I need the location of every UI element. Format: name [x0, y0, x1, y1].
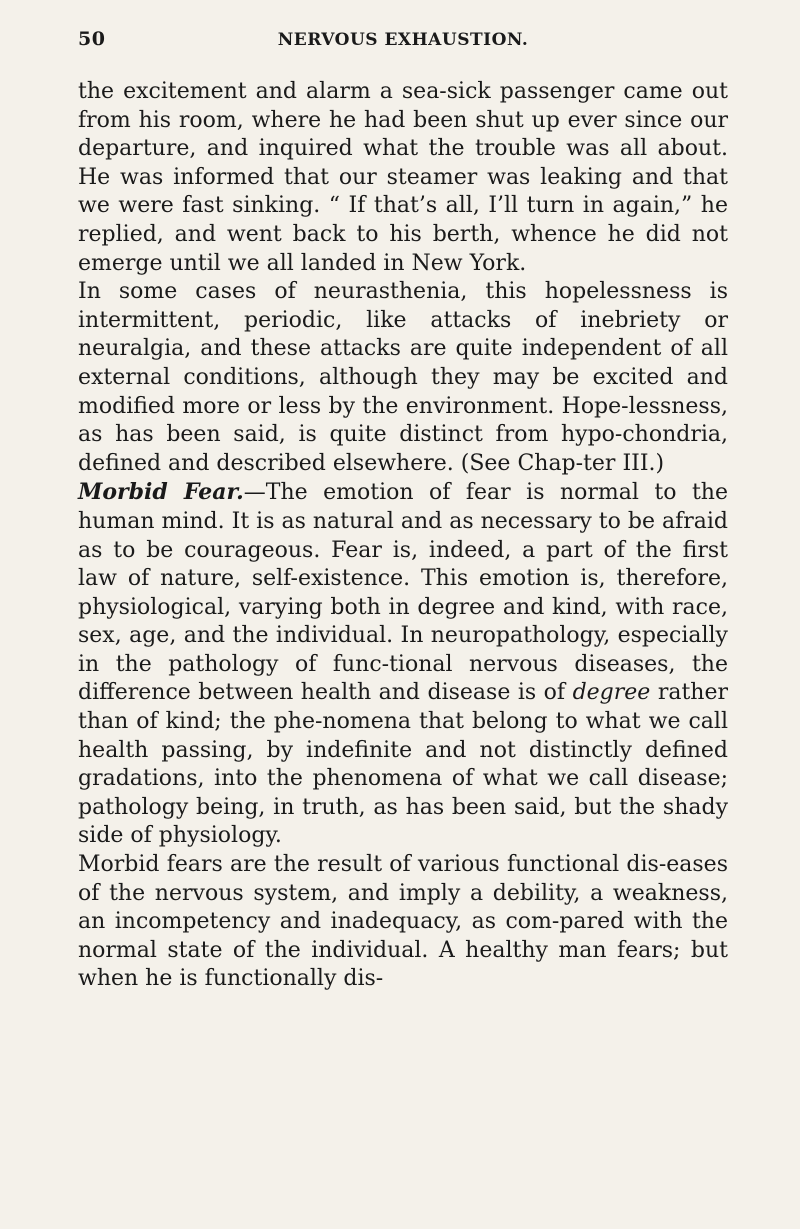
page-number: 50 — [78, 28, 106, 50]
paragraph-morbid-fear — [78, 478, 728, 851]
running-title: NERVOUS EXHAUSTION. — [277, 30, 529, 50]
emphasis-degree: degree — [572, 680, 651, 706]
paragraph-morbid-fears: Morbid fears are the result of various functional dis-eases of the nervous system, and imply a debility, a weakness, an incompetency and inadequacy, as com-pared with the normal state of the individual. A healthy man fears; but when he is functionally dis- — [78, 852, 728, 992]
running-head — [78, 24, 728, 58]
paragraph-text: rather than of kind; the phe-nomena that belong to what we call health passing, by indefinite and not distinctly defined gradations, into the phenomena of what we call disease; pathology being, in truth, as has been said, but the shady side of physiology. — [78, 680, 729, 849]
paragraph-text: —The emotion of fear is normal to the human mind. It is as natural and as necessary to be afraid as to be courageous. Fear is, indeed, a part of the first law of nature, self-existence. This emotion is, therefore, physiological, varying both in degree and kind, with race, sex, age, and the individual. In neuropathology, especially in the pathology of func-tional nervous diseases, the difference between health and disease is of — [78, 480, 728, 706]
paragraph-hopelessness: In some cases of neurasthenia, this hopelessness is intermittent, periodic, like attacks of inebriety or neuralgia, and these attacks are quite independent of all external conditions, although they may be excited and modified more or less by the environment. Hope-lessness, as has been said, is quite distinct from hypo-chondria, defined and described elsewhere. (See Chap-ter III.) — [78, 279, 728, 476]
section-heading-morbid-fear: Morbid Fear. — [78, 479, 244, 506]
book-page — [78, 24, 728, 994]
paragraph-continuation: the excitement and alarm a sea-sick passenger came out from his room, where he had been shut up ever since our departure, and inquired what the trouble was all about. He was informed that our steamer was leaking and that we were fast sinking. “ If that’s all, I’ll turn in again,” he replied, and went back to his berth, whence he did not emerge until we all landed in New York. — [78, 79, 728, 276]
body-text — [78, 78, 728, 994]
